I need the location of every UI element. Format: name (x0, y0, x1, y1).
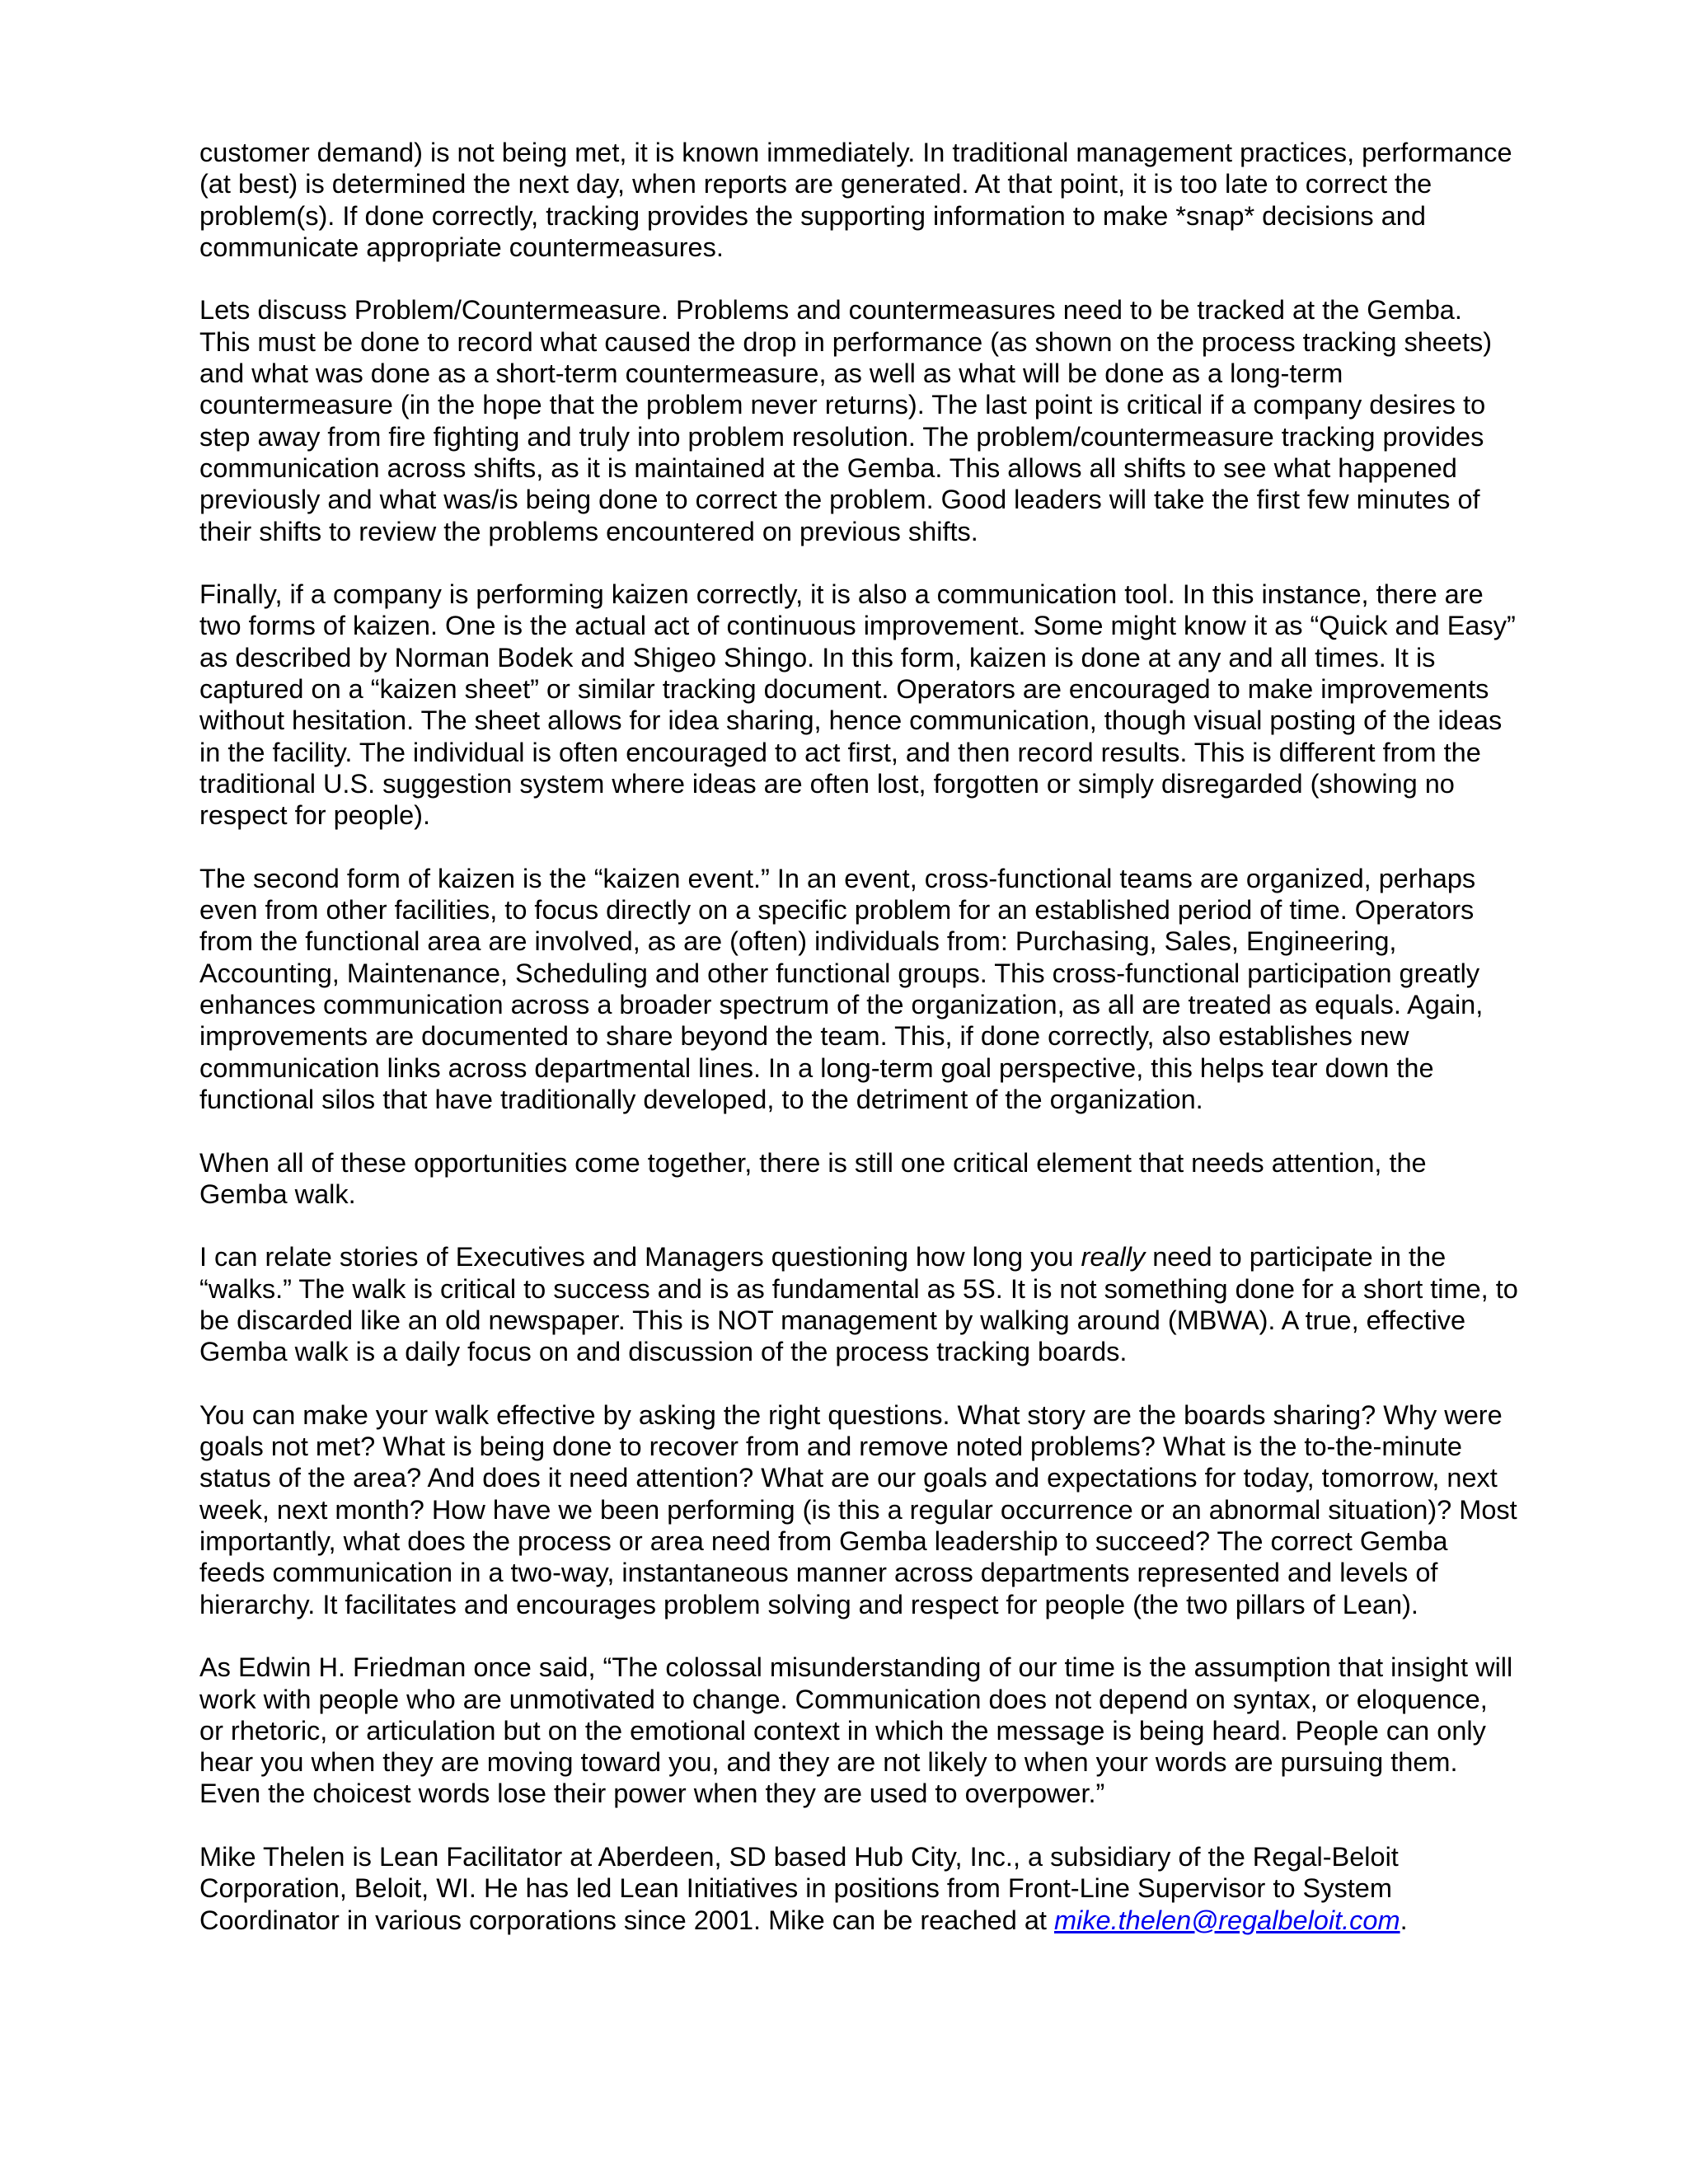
walks-emphasis: really (1081, 1242, 1146, 1272)
walks-text-after: need to participate in the “walks.” The walk is critical to success and is as fundamental as 5S. It is not something done for a short time, to be discarded like an old newspaper. This is NOT management by walking around (MBWA). A true, effective Gemba walk is a daily focus on and discussion of the process tracking boards. (199, 1242, 1518, 1367)
paragraph-questions: You can make your walk effective by asking the right questions. What story are the boards sharing? Why were goals not met? What is being done to recover from and remove noted problems? What is the to-the-minute status of the area? And does it need attention? What are our goals and expectations for today, tomorrow, next week, next month? How have we been performing (is this a regular occurrence or an abnormal situation)? Most importantly, what does the process or area need from Gemba leadership to succeed? The correct Gemba feeds communication in a two-way, instantaneous manner across departments represented and levels of hierarchy. It facilitates and encourages problem solving and respect for people (the two pillars of Lean). (199, 1399, 1517, 1619)
paragraph-friedman-quote: As Edwin H. Friedman once said, “The colossal misunderstanding of our time is the assumption that insight will work with people who are unmotivated to change. Communication does not depend on syntax, or eloquence, or rhetoric, or articulation but on the emotional context in which the message is being heard. People can only hear you when they are moving toward you, and they are not likely to when your words are pursuing them. Even the choicest words lose their power when they are used to overpower.” (199, 1652, 1513, 1809)
document-body (199, 137, 1518, 1936)
walks-text-before: I can relate stories of Executives and Managers questioning how long you (199, 1242, 1081, 1272)
paragraph-problem-countermeasure: Lets discuss Problem/Countermeasure. Problems and countermeasures need to be tracked at the Gemba. This must be done to record what caused the drop in performance (as shown on the process tracking sheets) and what was done as a short-term countermeasure, as well as what will be done as a long-term countermeasure (in the hope that the problem never returns). The last point is critical if a company desires to step away from fire fighting and truly into problem resolution. The problem/countermeasure tracking provides communication across shifts, as it is maintained at the Gemba. This allows all shifts to see what happened previously and what was/is being done to correct the problem. Good leaders will take the first few minutes of their shifts to review the problems encountered on previous shifts. (199, 295, 1493, 546)
paragraph-kaizen-forms: Finally, if a company is performing kaizen correctly, it is also a communication tool. In this instance, there are two forms of kaizen. One is the actual act of continuous improvement. Some might know it as “Quick and Easy” as described by Norman Bodek and Shigeo Shingo. In this form, kaizen is done at any and all times. It is captured on a “kaizen sheet” or similar tracking document. Operators are encouraged to make improvements without hesitation. The sheet allows for idea sharing, hence communication, though visual posting of the ideas in the facility. The individual is often encouraged to act first, and then record results. This is different from the traditional U.S. suggestion system where ideas are often lost, forgotten or simply disregarded (showing no respect for people). (199, 579, 1516, 831)
paragraph-author-bio (199, 1841, 1518, 1936)
paragraph-kaizen-event: The second form of kaizen is the “kaizen event.” In an event, cross-functional teams are organized, perhaps even from other facilities, to focus directly on a specific problem for an established period of time. Operators from the functional area are involved, as are (often) individuals from: Purchasing, Sales, Engineering, Accounting, Maintenance, Scheduling and other functional groups. This cross-functional participation greatly enhances communication across a broader spectrum of the organization, as all are treated as equals. Again, improvements are documented to share beyond the team. This, if done correctly, also establishes new communication links across departmental lines. In a long-term goal perspective, this helps tear down the functional silos that have traditionally developed, to the detriment of the organization. (199, 863, 1484, 1114)
paragraph-gemba-walk-intro: When all of these opportunities come together, there is still one critical element that needs attention, the Gemba walk. (199, 1147, 1427, 1209)
paragraph-walks (199, 1241, 1518, 1367)
author-bio-trailing: . (1400, 1905, 1408, 1935)
author-bio-text: Mike Thelen is Lean Facilitator at Aberdeen, SD based Hub City, Inc., a subsidiary of the Regal-Beloit Corporation, Beloit, WI. He has led Lean Initiatives in positions from Front-Line Supervisor to System Coordinator in various corporations since 2001. Mike can be reached at (199, 1842, 1399, 1935)
author-email-link[interactable]: mike.thelen@regalbeloit.com (1053, 1905, 1400, 1935)
paragraph-tracking-intro: customer demand) is not being met, it is known immediately. In traditional management practices, performance (at best) is determined the next day, when reports are generated. At that point, it is too late to correct the problem(s). If done correctly, tracking provides the supporting information to make *snap* decisions and communicate appropriate countermeasures. (199, 138, 1512, 262)
